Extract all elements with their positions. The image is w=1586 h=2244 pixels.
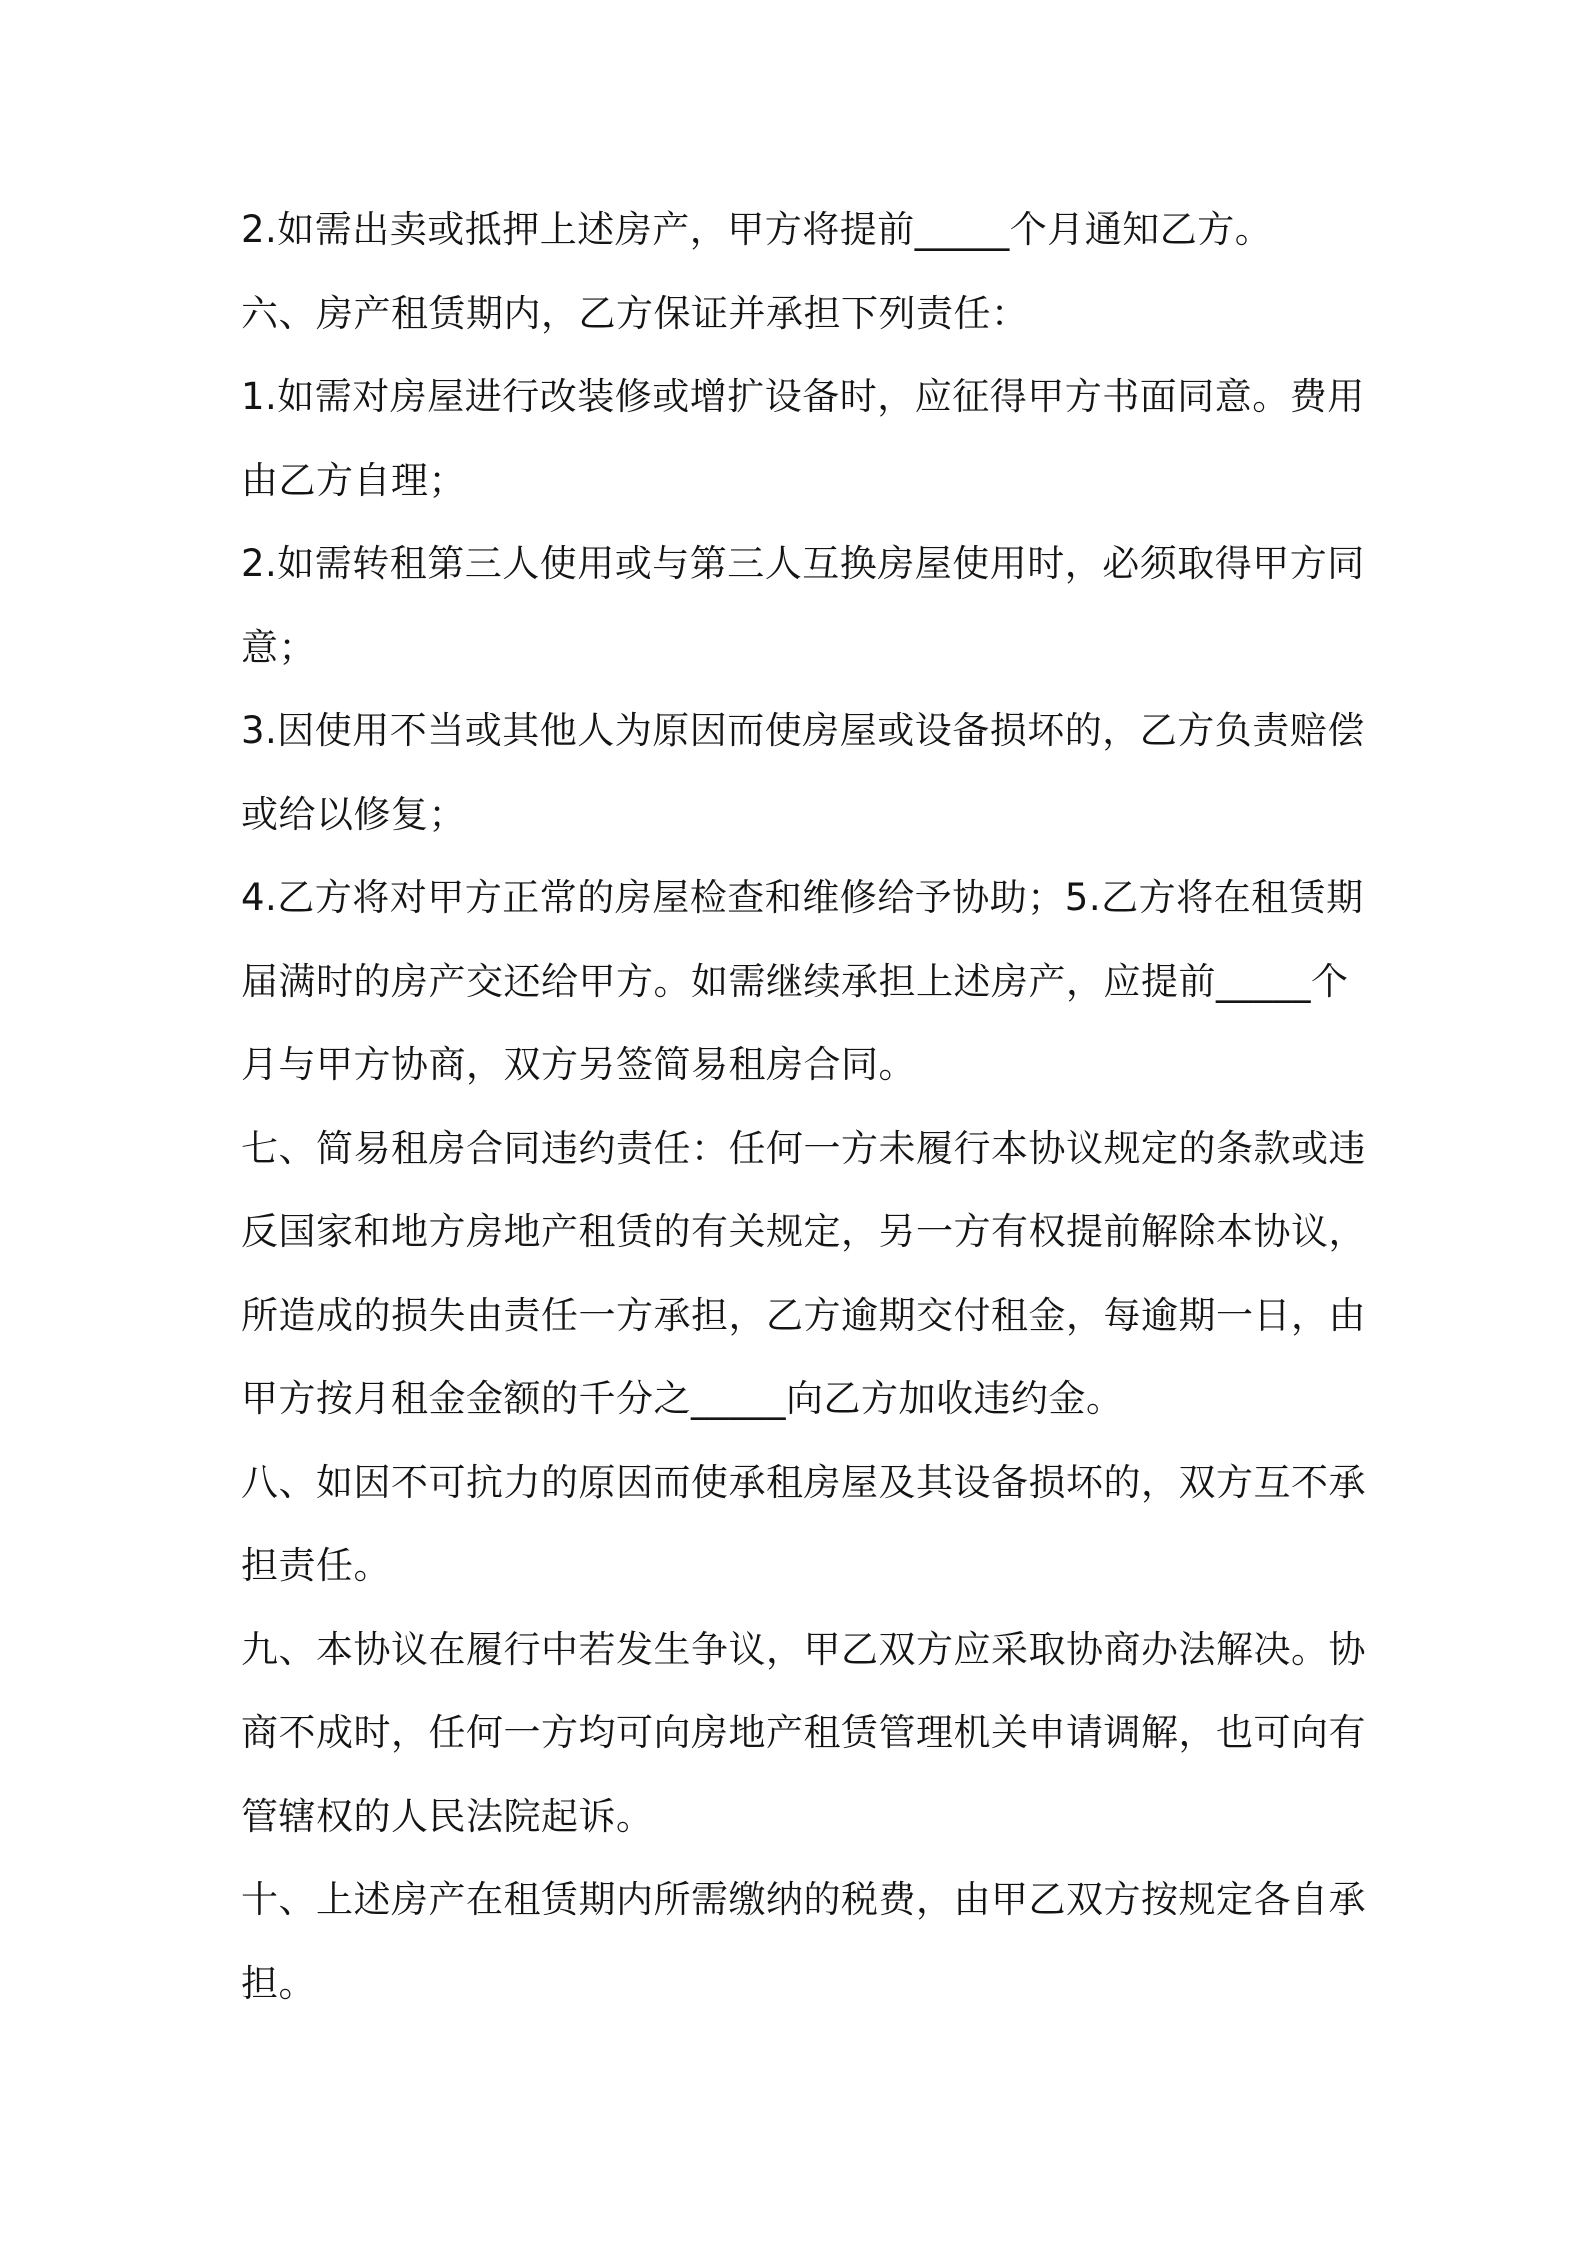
text-line: 月与甲方协商，双方另签简易租房合同。 (241, 1043, 916, 1086)
text-line: 或给以修复； (241, 792, 466, 836)
text-line: 1.如需对房屋进行改装修或增扩设备时，应征得甲方书面同意。费用 (241, 375, 1365, 418)
text-line: 六、房产租赁期内，乙方保证并承担下列责任： (241, 291, 1029, 335)
text-line: 4.乙方将对甲方正常的房屋检查和维修给予协助；5.乙方将在租赁期 (241, 876, 1364, 919)
text-line: 商不成时，任何一方均可向房地产租赁管理机关申请调解，也可向有 (241, 1711, 1366, 1754)
text-line: 担。 (241, 1961, 316, 2005)
text-line: 由乙方自理； (241, 458, 466, 502)
document-body (241, 199, 1366, 2036)
text-line: 甲方按月租金金额的千分之_____向乙方加收违约金。 (241, 1377, 1124, 1420)
text-line: 管辖权的人民法院起诉。 (241, 1794, 654, 1838)
text-line: 担责任。 (241, 1544, 391, 1587)
text-line: 2.如需转租第三人使用或与第三人互换房屋使用时，必须取得甲方同 (241, 542, 1365, 585)
text-line: 八、如因不可抗力的原因而使承租房屋及其设备损坏的，双方互不承 (241, 1460, 1366, 1504)
text-line: 3.因使用不当或其他人为原因而使房屋或设备损坏的，乙方负责赔偿 (241, 709, 1365, 752)
text-line: 十、上述房产在租赁期内所需缴纳的税费，由甲乙双方按规定各自承 (241, 1878, 1366, 1921)
text-line: 2.如需出卖或抵押上述房产，甲方将提前_____个月通知乙方。 (241, 208, 1273, 251)
text-line: 意； (241, 625, 316, 669)
text-line: 届满时的房产交还给甲方。如需继续承担上述房产，应提前_____个 (241, 959, 1349, 1003)
text-line: 所造成的损失由责任一方承担，乙方逾期交付租金，每逾期一日，由 (241, 1293, 1366, 1337)
text-line: 九、本协议在履行中若发生争议，甲乙双方应采取协商办法解决。协 (241, 1627, 1366, 1671)
text-line: 七、简易租房合同违约责任：任何一方未履行本协议规定的条款或违 (241, 1126, 1366, 1170)
text-line: 反国家和地方房地产租赁的有关规定，另一方有权提前解除本协议， (241, 1210, 1366, 1253)
